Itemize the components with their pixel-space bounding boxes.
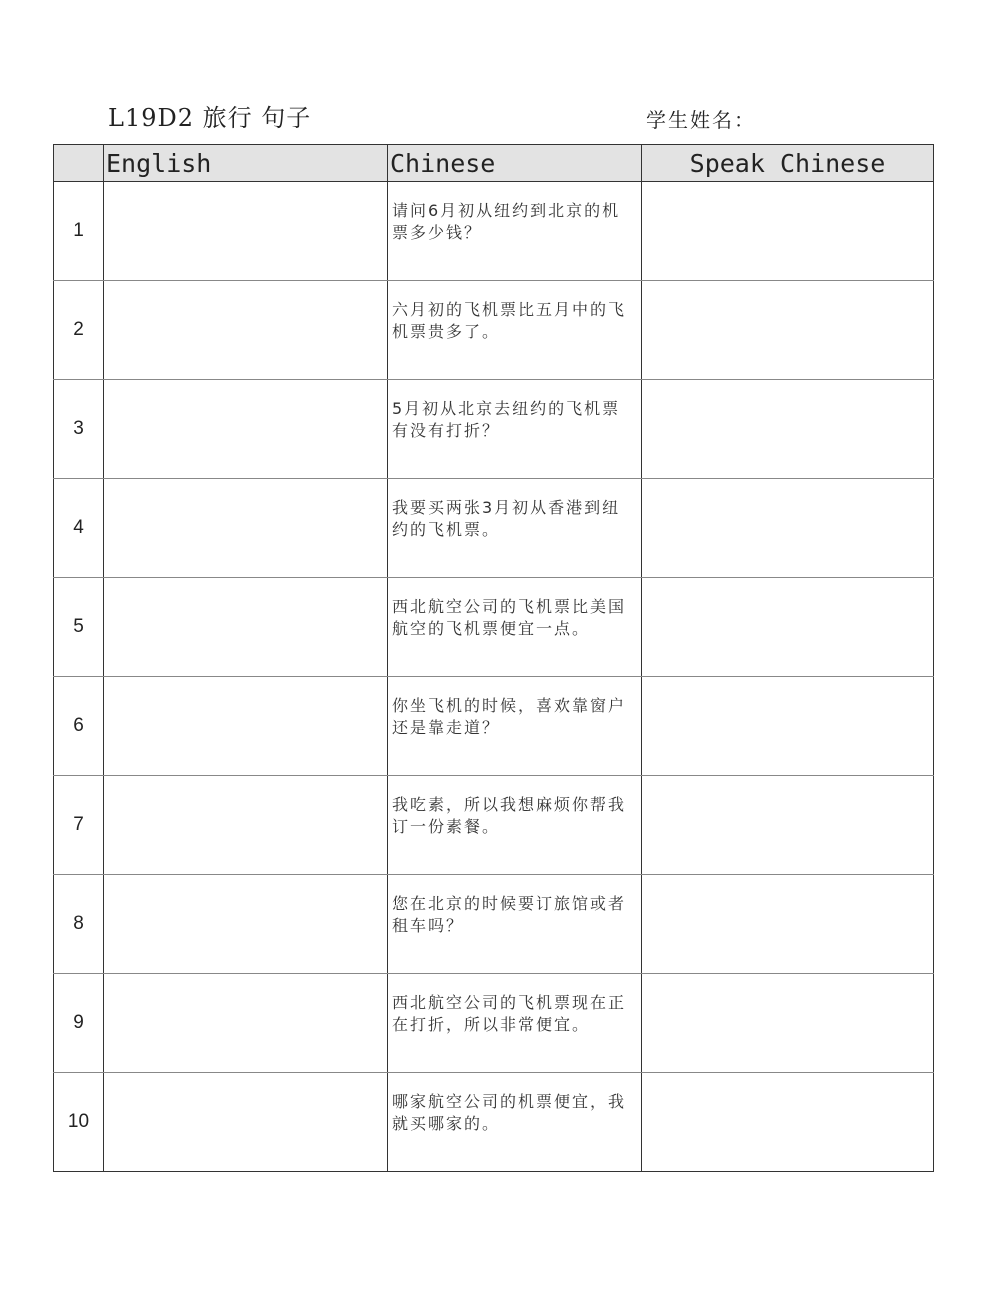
- row-number: 8: [54, 875, 104, 974]
- row-number: 4: [54, 479, 104, 578]
- table-row: [54, 677, 934, 776]
- chinese-cell: 六月初的飞机票比五月中的飞机票贵多了。: [388, 281, 642, 380]
- chinese-cell: 西北航空公司的飞机票现在正在打折，所以非常便宜。: [388, 974, 642, 1073]
- table-row: [54, 479, 934, 578]
- row-number: 5: [54, 578, 104, 677]
- header-chinese: Chinese: [388, 145, 642, 182]
- row-number: 10: [54, 1073, 104, 1172]
- row-number: 9: [54, 974, 104, 1073]
- table-row: [54, 380, 934, 479]
- speak-chinese-cell[interactable]: [642, 875, 934, 974]
- student-name-label: 学生姓名：: [646, 108, 756, 132]
- table-row: [54, 875, 934, 974]
- english-cell[interactable]: [104, 380, 388, 479]
- english-cell[interactable]: [104, 182, 388, 281]
- chinese-cell: 西北航空公司的飞机票比美国航空的飞机票便宜一点。: [388, 578, 642, 677]
- speak-chinese-cell[interactable]: [642, 479, 934, 578]
- english-cell[interactable]: [104, 875, 388, 974]
- speak-chinese-cell[interactable]: [642, 1073, 934, 1172]
- page-title: L19D2 旅行 句子: [108, 104, 312, 132]
- row-number: 1: [54, 182, 104, 281]
- table-row: [54, 1073, 934, 1172]
- header-speak-chinese: Speak Chinese: [642, 145, 934, 182]
- table-row: [54, 281, 934, 380]
- english-cell[interactable]: [104, 281, 388, 380]
- table-header-row: [54, 145, 934, 182]
- english-cell[interactable]: [104, 578, 388, 677]
- table-row: [54, 776, 934, 875]
- row-number: 6: [54, 677, 104, 776]
- english-cell[interactable]: [104, 974, 388, 1073]
- table-row: [54, 182, 934, 281]
- row-number: 3: [54, 380, 104, 479]
- speak-chinese-cell[interactable]: [642, 380, 934, 479]
- speak-chinese-cell[interactable]: [642, 974, 934, 1073]
- chinese-cell: 你坐飞机的时候，喜欢靠窗户还是靠走道？: [388, 677, 642, 776]
- speak-chinese-cell[interactable]: [642, 182, 934, 281]
- speak-chinese-cell[interactable]: [642, 578, 934, 677]
- row-number: 7: [54, 776, 104, 875]
- speak-chinese-cell[interactable]: [642, 776, 934, 875]
- header-english: English: [104, 145, 388, 182]
- chinese-cell: 我要买两张3月初从香港到纽约的飞机票。: [388, 479, 642, 578]
- speak-chinese-cell[interactable]: [642, 677, 934, 776]
- english-cell[interactable]: [104, 479, 388, 578]
- chinese-cell: 您在北京的时候要订旅馆或者租车吗？: [388, 875, 642, 974]
- header-number-cell: [54, 145, 104, 182]
- table-row: [54, 578, 934, 677]
- speak-chinese-cell[interactable]: [642, 281, 934, 380]
- english-cell[interactable]: [104, 1073, 388, 1172]
- row-number: 2: [54, 281, 104, 380]
- english-cell[interactable]: [104, 776, 388, 875]
- chinese-cell: 哪家航空公司的机票便宜，我就买哪家的。: [388, 1073, 642, 1172]
- worksheet-table: [53, 144, 934, 1172]
- english-cell[interactable]: [104, 677, 388, 776]
- chinese-cell: 请问6月初从纽约到北京的机票多少钱？: [388, 182, 642, 281]
- chinese-cell: 5月初从北京去纽约的飞机票有没有打折？: [388, 380, 642, 479]
- table-row: [54, 974, 934, 1073]
- chinese-cell: 我吃素，所以我想麻烦你帮我订一份素餐。: [388, 776, 642, 875]
